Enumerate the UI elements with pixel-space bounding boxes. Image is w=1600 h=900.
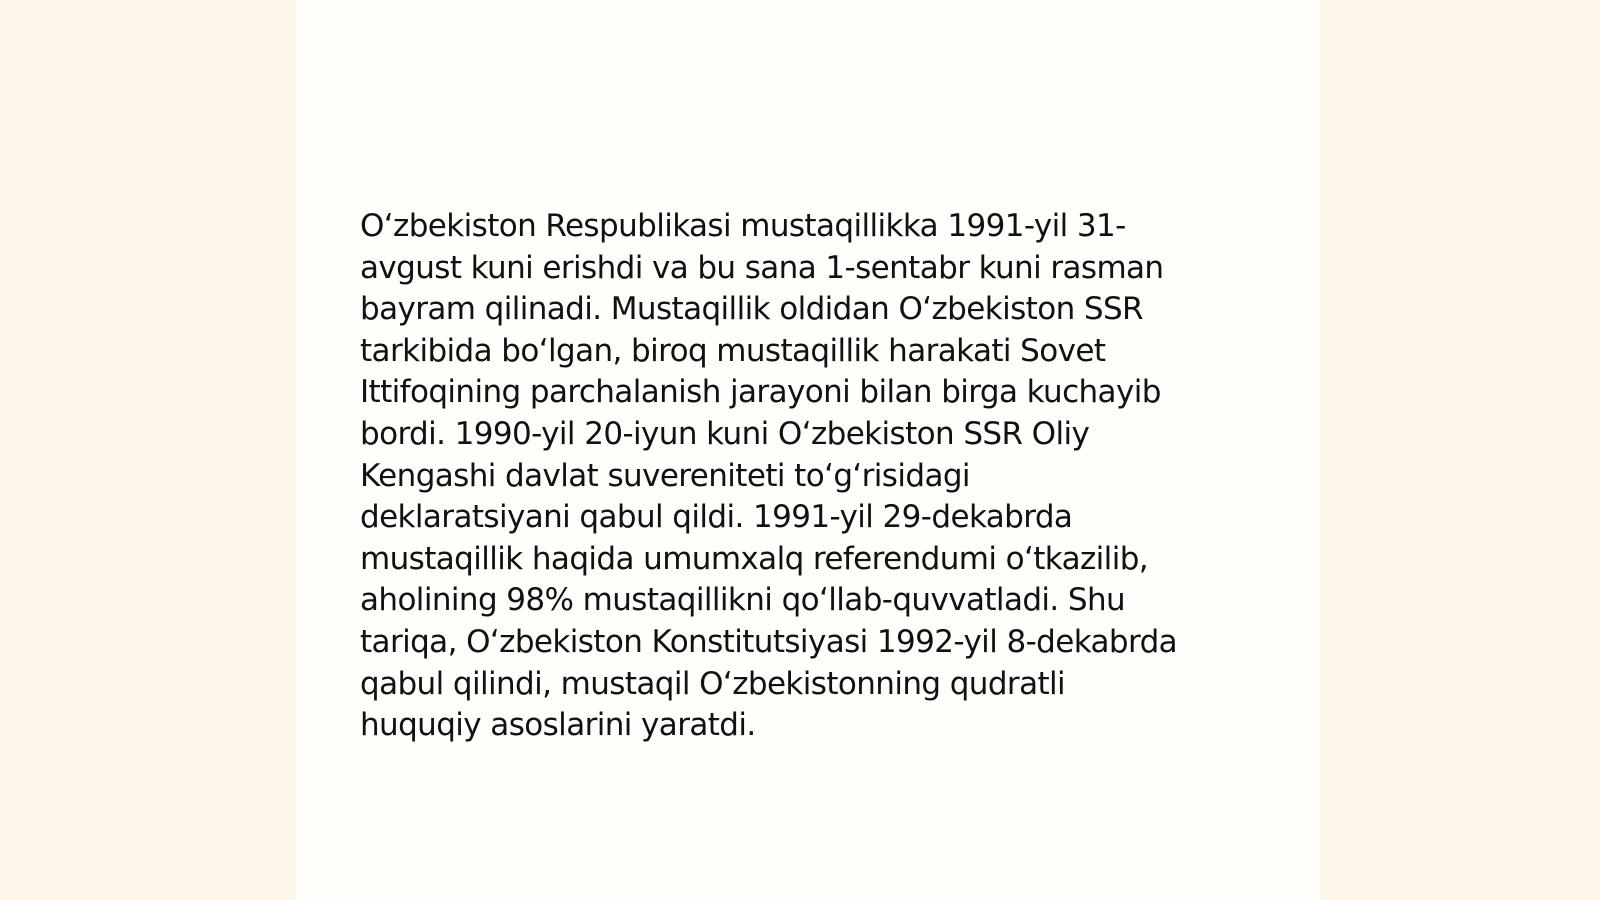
paragraph-line-8: deklaratsiyani qabul qildi. 1991-yil 29-dekabrda — [360, 499, 1073, 536]
paragraph-line-12: qabul qilindi, mustaqil Oʻzbekistonning qudratli — [360, 665, 1066, 702]
paragraph-line-13: huquqiy asoslarini yaratdi. — [360, 707, 756, 744]
paragraph-line-5: Ittifoqining parchalanish jarayoni bilan birga kuchayib — [360, 374, 1161, 411]
paragraph-line-3: bayram qilinadi. Mustaqillik oldidan Oʻzbekiston SSR — [360, 291, 1143, 328]
body-paragraph — [360, 206, 1260, 747]
document-page — [296, 0, 1320, 900]
paragraph-line-6: bordi. 1990-yil 20-iyun kuni Oʻzbekiston SSR Oliy — [360, 415, 1090, 452]
paragraph-line-2: avgust kuni erishdi va bu sana 1-sentabr kuni rasman — [360, 249, 1164, 286]
paragraph-line-1: Oʻzbekiston Respublikasi mustaqillikka 1991-yil 31- — [360, 208, 1126, 244]
paragraph-line-7: Kengashi davlat suvereniteti toʻgʻrisidagi — [360, 457, 970, 494]
paragraph-line-11: tariqa, Oʻzbekiston Konstitutsiyasi 1992-yil 8-dekabrda — [360, 623, 1178, 660]
paragraph-line-10: aholining 98% mustaqillikni qoʻllab-quvvatladi. Shu — [360, 582, 1126, 619]
paragraph-line-9: mustaqillik haqida umumxalq referendumi oʻtkazilib, — [360, 540, 1149, 577]
paragraph-line-4: tarkibida boʻlgan, biroq mustaqillik harakati Sovet — [360, 332, 1106, 369]
